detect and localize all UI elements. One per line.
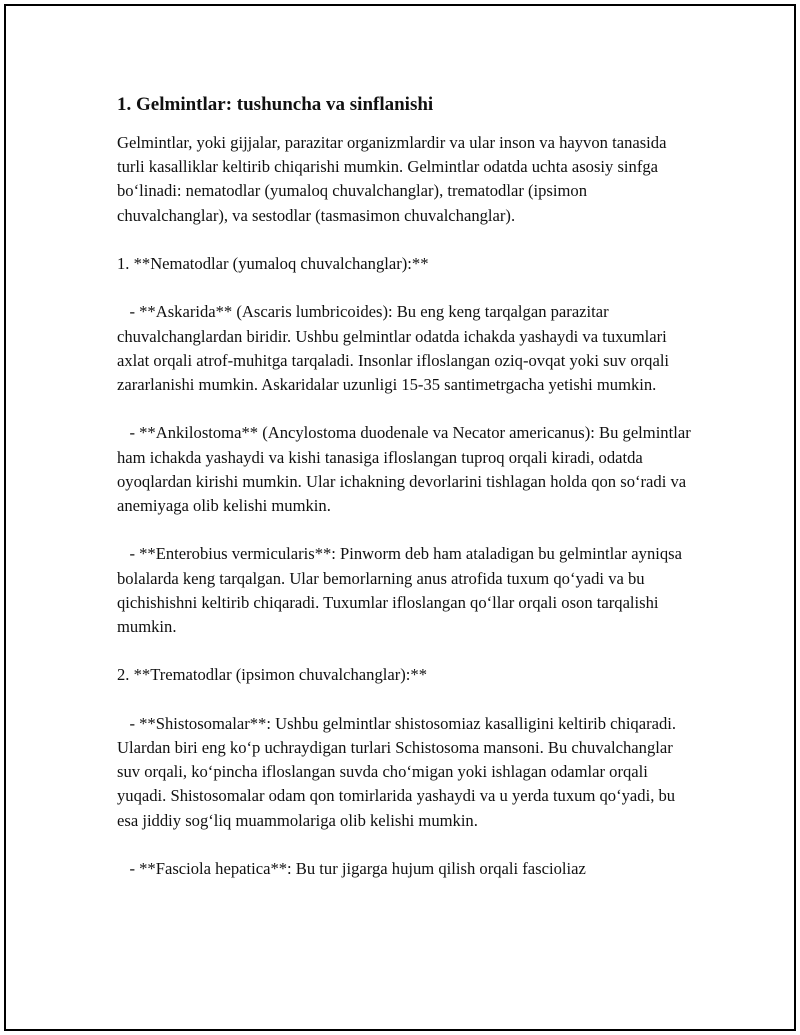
- enterobius-paragraph: - **Enterobius vermicularis**: Pinworm deb ham ataladigan bu gelmintlar ayniqsa bolalarda keng tarqalgan. Ular bemorlarning anus atrofida tuxum qo‘yadi va bu qichishishni keltirib chiqaradi. Tuxumlar ifloslangan qo‘llar orqali oson tarqalishi mumkin.: [117, 544, 687, 636]
- ankilostoma-paragraph: - **Ankilostoma** (Ancylostoma duodenale va Necator americanus): Bu gelmintlar ham ichakda yashaydi va kishi tanasiga ifloslangan tuproq orqali kiradi, odatda oyoqlardan kirishi mumkin. Ular ichakning devorlarini tishlagan holda qon so‘radi va anemiyaga olib kelishi mumkin.: [117, 423, 695, 515]
- askarida-paragraph: - **Askarida** (Ascaris lumbricoides): Bu eng keng tarqalgan parazitar chuvalchanglardan biridir. Ushbu gelmintlar odatda ichakda yashaydi va tuxumlari axlat orqali atrof-muhitga tarqaladi. Insonlar ifloslangan oziq-ovqat yoki suv orqali zararlanishi mumkin. Askaridalar uzunligi 15-35 santimetrgacha yetishi mumkin.: [117, 302, 674, 394]
- trematodes-heading: 2. **Trematodlar (ipsimon chuvalchanglar):**: [117, 665, 427, 685]
- nematodes-heading: 1. **Nematodlar (yumaloq chuvalchanglar):**: [117, 254, 429, 273]
- intro-paragraph: Gelmintlar, yoki gijjalar, parazitar organizmlardir va ular inson va hayvon tanasida turli kasalliklar keltirib chiqarishi mumkin. Gelmintlar odatda uchta asosiy sinfga bo‘linadi: nematodlar (yumaloq chuvalchanglar), trematodlar (ipsimon chuvalchanglar), va sestodlar (tasmasimon chuvalchanglar).: [117, 133, 671, 225]
- fasciola-paragraph: - **Fasciola hepatica**: Bu tur jigarga hujum qilish orqali fascioliaz: [117, 858, 586, 878]
- shistosoma-paragraph: - **Shistosomalar**: Ushbu gelmintlar shistosomiaz kasalligini keltirib chiqaradi. Ulardan biri eng ko‘p uchraydigan turlari Schistosoma mansoni. Bu chuvalchanglar suv orqali, ko‘pincha ifloslangan suvda cho‘migan yoki ishlagan odamlar orqali yuqadi. Shistosomalar odam qon tomirlarida yashaydi va u yerda tuxum qo‘yadi, bu esa jiddiy sog‘liq muammolariga olib kelishi mumkin.: [117, 713, 681, 830]
- document-body: [117, 93, 697, 905]
- section-heading: 1. Gelmintlar: tushuncha va sinflanishi: [117, 94, 434, 115]
